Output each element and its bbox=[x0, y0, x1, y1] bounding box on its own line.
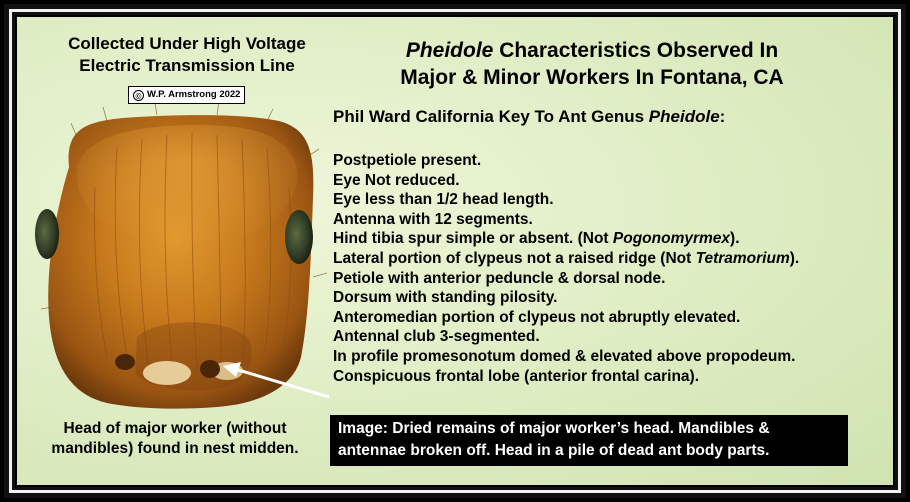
list-item: Eye less than 1/2 head length. bbox=[333, 191, 554, 209]
title-genus: Pheidole bbox=[405, 39, 494, 62]
list-item: Lateral portion of clypeus not a raised ridge (Not Tetramorium). bbox=[333, 249, 800, 267]
list-item: Dorsum with standing pilosity. bbox=[333, 289, 558, 307]
collection-note bbox=[37, 33, 337, 77]
list-item: Anteromedian portion of clypeus not abruptly elevated. bbox=[333, 308, 741, 326]
key-heading-genus: Pheidole bbox=[648, 107, 720, 126]
image-caption-line2: antennae broken off. Head in a pile of dead ant body parts. bbox=[338, 442, 770, 459]
content-panel bbox=[17, 17, 893, 485]
collection-note-line1: Collected Under High Voltage bbox=[68, 34, 306, 53]
list-item: In profile promesonotum domed & elevated above propodeum. bbox=[333, 347, 796, 365]
characteristics-list bbox=[333, 151, 893, 386]
photo-credit bbox=[128, 86, 245, 104]
left-eye bbox=[35, 209, 59, 259]
list-item: Postpetiole present. bbox=[333, 152, 482, 169]
title-line2: Major & Minor Workers In Fontana, CA bbox=[400, 66, 784, 89]
collection-note-line2: Electric Transmission Line bbox=[79, 56, 295, 75]
head-caption-line2: mandibles) found in nest midden. bbox=[51, 440, 299, 457]
page-title bbox=[347, 37, 837, 91]
list-item: Eye Not reduced. bbox=[333, 171, 460, 189]
list-item: Antenna with 12 segments. bbox=[333, 210, 533, 228]
right-eye bbox=[285, 210, 313, 264]
key-heading-suffix: : bbox=[719, 107, 726, 126]
clypeus bbox=[143, 361, 191, 385]
image-caption-line1: Image: Dried remains of major worker’s head. Mandibles & bbox=[338, 420, 770, 437]
list-item: Petiole with anterior peduncle & dorsal node. bbox=[333, 269, 666, 287]
list-item: Antennal club 3-segmented. bbox=[333, 328, 540, 346]
list-item: Hind tibia spur simple or absent. (Not Pogonomyrmex). bbox=[333, 230, 740, 248]
title-line1-rest: Characteristics Observed In bbox=[493, 39, 779, 62]
list-item: Conspicuous frontal lobe (anterior frontal carina). bbox=[333, 367, 700, 385]
photo-credit-text: W.P. Armstrong 2022 bbox=[147, 89, 241, 100]
title-line1 bbox=[347, 37, 837, 64]
key-heading-prefix: Phil Ward California Key To Ant Genus bbox=[333, 107, 649, 126]
head-caption-line1: Head of major worker (without bbox=[63, 420, 287, 437]
head-caption bbox=[25, 419, 325, 459]
copyright-icon: © bbox=[133, 90, 144, 101]
image-caption-box bbox=[330, 415, 848, 466]
key-heading bbox=[333, 106, 725, 128]
